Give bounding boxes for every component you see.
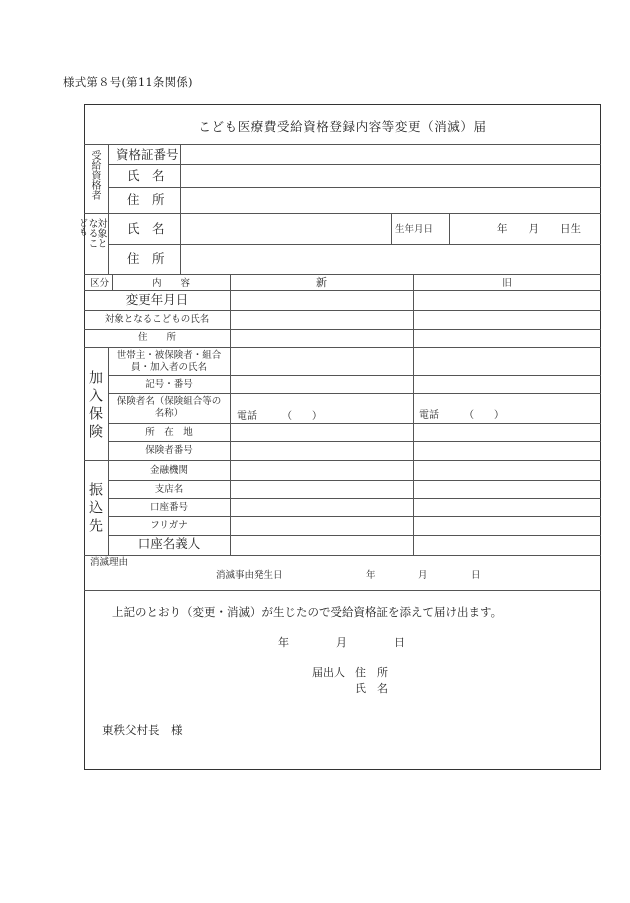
- birthdate-value: 年 月 日生: [497, 223, 581, 235]
- applicant-name-label: 氏 名: [355, 682, 388, 695]
- extinction-date-label: 消滅事由発生日: [216, 570, 283, 581]
- bank-label: 金融機関: [149, 465, 188, 476]
- declaration-day: 日: [394, 636, 405, 649]
- row-divider: [84, 290, 601, 291]
- content-header: 内 容: [151, 278, 190, 289]
- row-divider: [84, 555, 601, 556]
- transfer-group-label: 振込先: [87, 482, 103, 536]
- row-divider: [84, 347, 601, 348]
- phone-old: 電話 （ ）: [419, 410, 504, 421]
- applicant-address-label: 住 所: [355, 666, 388, 679]
- row-divider: [84, 274, 601, 275]
- account-holder-label: 口座名義人: [137, 536, 201, 551]
- col-divider: [108, 144, 109, 274]
- row-divider: [108, 244, 601, 245]
- head-names-label-2: 員・加入者の氏名: [130, 362, 207, 373]
- form-title: こども医療費受給資格登録内容等変更（消滅）届: [198, 119, 487, 134]
- furigana-label: フリガナ: [150, 520, 188, 531]
- declaration-text: 上記のとおり（変更・消滅）が生じたので受給資格証を添えて届け出ます。: [112, 605, 503, 619]
- row-divider: [84, 329, 601, 330]
- row-divider: [108, 423, 601, 424]
- recipient-name-label: 氏 名: [127, 168, 165, 183]
- head-names-label-1: 世帯主・被保険者・組合: [116, 350, 222, 361]
- row-divider: [108, 164, 601, 165]
- cert-number-label: 資格証番号: [116, 147, 179, 162]
- child-address-label: 住 所: [127, 251, 165, 266]
- branch-label: 支店名: [154, 484, 184, 495]
- child-group-label-2: なるこ: [86, 218, 97, 248]
- child-group-label-3: ども: [77, 218, 87, 236]
- account-number-label: 口座番号: [149, 502, 188, 513]
- recipient-address-label: 住 所: [127, 192, 165, 207]
- row-divider: [84, 590, 601, 591]
- addressee: 東秩父村長 様: [102, 723, 183, 737]
- col-divider: [449, 213, 450, 244]
- declaration-year: 年: [278, 636, 289, 649]
- row-divider: [108, 375, 601, 376]
- col-divider: [180, 144, 181, 274]
- extinction-reason-label: 消滅理由: [90, 557, 129, 568]
- col-divider: [230, 274, 231, 555]
- row-divider: [84, 310, 601, 311]
- extinction-year: 年: [366, 570, 376, 581]
- location-label: 所 在 地: [145, 427, 193, 438]
- child-name-change-label: 対象となるこどもの氏名: [104, 314, 210, 325]
- row-divider: [84, 213, 601, 214]
- insurer-label-2: 名称）: [154, 408, 184, 419]
- change-date-label: 変更年月日: [125, 292, 189, 307]
- category-header: 区分: [90, 278, 110, 289]
- phone-new: 電話 （ ）: [237, 411, 322, 422]
- row-divider: [108, 441, 601, 442]
- new-header: 新: [316, 276, 327, 289]
- declaration-month: 月: [336, 636, 347, 649]
- row-divider: [108, 516, 601, 517]
- child-group-label-1: 対象と: [95, 218, 106, 248]
- row-divider: [108, 480, 601, 481]
- applicant-label: 届出人: [312, 666, 345, 679]
- insurer-label-1: 保険者名（保険組合等の: [116, 396, 222, 407]
- row-divider: [108, 393, 601, 394]
- extinction-day: 日: [471, 570, 481, 581]
- symbol-number-label: 記号・番号: [145, 379, 193, 390]
- extinction-month: 月: [418, 570, 428, 581]
- birthdate-label: 生年月日: [395, 224, 434, 235]
- col-divider: [413, 274, 414, 555]
- recipient-group-label: 受給資格者: [89, 150, 100, 200]
- insurance-group-label: 加入保険: [87, 370, 103, 442]
- form-number-label: 様式第８号(第11条関係): [63, 75, 193, 89]
- row-divider: [84, 460, 601, 461]
- row-divider: [108, 187, 601, 188]
- address-change-label: 住 所: [137, 332, 176, 343]
- row-divider: [84, 144, 601, 145]
- old-header: 旧: [502, 278, 512, 289]
- col-divider: [391, 213, 392, 244]
- row-divider: [108, 498, 601, 499]
- child-name-label: 氏 名: [127, 221, 165, 236]
- insurer-number-label: 保険者番号: [145, 445, 193, 456]
